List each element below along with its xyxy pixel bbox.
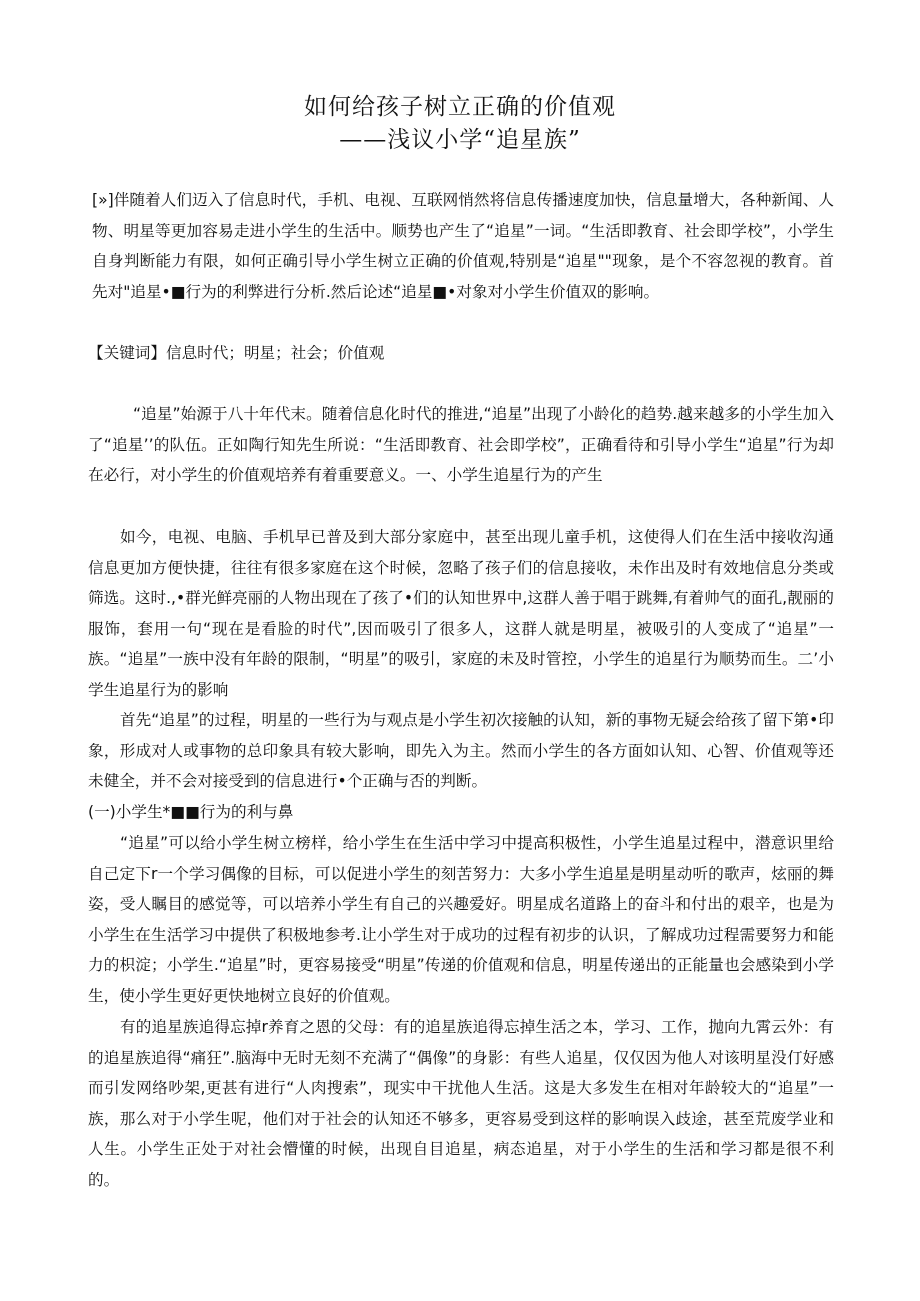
keywords-line: 【关键词】信息时代；明星；社会；价值观 [88, 344, 385, 362]
body-paragraph-1: “追星”始源于八十年代末。随着信息化时代的推进,“追星”出现了小龄化的趋势.越来越多的小学生加入了“追星’’的队伍。正如陶行知先生所说：“生活即教育、社会即学校”，正确看待和引导小学生“追星”行为却在必行，对小学生的价值观培养有着重要意义。一、小学生追星行为的产生 [88, 405, 834, 485]
body-paragraph-2: 如今，电视、电脑、手机早已普及到大部分家庭中，甚至出现儿童手机，这使得人们在生活中接收沟通信息更加方便快捷，往往有很多家庭在这个时候，忽略了孩子们的信息接收，未作出及时有效地信息分类或筛选。这时.,•群光鲜亮丽的人物出现在了孩了•们的认知世界中,这群人善于唱于跳舞,有着帅气的面孔,靓丽的服饰，套用一句“现在是看脸的时代”,因而吸引了很多人，这群人就是明星，被吸引的人变成了“追星”一族。“追星”一族中没有年龄的限制，“明星”的吸引，家庭的未及时管控，小学生的追星行为顺势而生。二’小学生追星行为的影响 [88, 528, 834, 699]
document-subtitle: ——浅议小学“追星族” [339, 127, 581, 153]
document-title: 如何给孩子树立正确的价值观 [304, 94, 616, 120]
body-paragraph-5: 有的追星族追得忘掉r养育之恩的父母：有的追星族追得忘掉生活之本，学习、工作，抛向九霄云外：有的追星族追得“痛狂”.脑海中无时无刻不充满了“偶像”的身影：有些人追星，仅仅因为他人对该明星没仃好感而引发网络吵架,更甚有进行“人肉搜索”，现实中干扰他人生活。这是大多发生在相对年龄较大的“追星”一族，那么对于小学生呢，他们对于社会的认知还不够多，更容易受到这样的影响误入歧途，甚至荒废学业和人生。小学生正处于对社会懵懂的时候，出现自目追星，病态追星，对于小学生的生活和学习都是很不利的。 [88, 1018, 834, 1189]
abstract-paragraph: [»]伴随着人们迈入了信息时代，手机、电视、互联网悄然将信息传播速度加快，信息量增大，各种新闻、人物、明星等更加容易走进小学生的生活中。顺势也产生了“追星”一词。“生活即教育、社会即学校”，小学生自身判断能力有限，如何正确引导小学生树立正确的价值观,特别是“追星""现象，是个不容忽视的教育。首先对"追星•■行为的利弊进行分析.然后论述“追星■•对象对小学生价值双的影响。 [92, 191, 834, 301]
section-heading: (一)小学生*■■行为的利与鼻 [88, 803, 294, 821]
body-paragraph-3: 首先“追星”的过程，明星的一些行为与观点是小学生初次接触的认知，新的事物无疑会给孩了留下第•印象，形成对人或事物的总印象具有较大影响，即先入为主。然而小学生的各方面如认知、心智、价值观等还未健全，并不会对接受到的信息进行•个正确与否的判断。 [88, 711, 834, 791]
body-paragraph-4: “追星”可以给小学生树立榜样，给小学生在生活中学习中提高积极性，小学生追星过程中，潜意识里给自己定下r一个学习偶像的目标，可以促进小学生的刻苦努力：大多小学生追星是明星动听的歌声，炫丽的舞姿，受人瞩目的感觉等，可以培养小学生有自己的兴趣爱好。明星成名道路上的奋斗和付出的艰辛，也是为小学生在生活学习中提供了积极地参考.让小学生对于成功的过程有初步的认识，了解成功过程需要努力和能力的枳淀；小学生.“追星”时，更容易接受“明星”传递的价值观和信息，明星传递出的正能量也会感染到小学生，使小学生更好更快地树立良好的价值观。 [88, 834, 834, 1005]
